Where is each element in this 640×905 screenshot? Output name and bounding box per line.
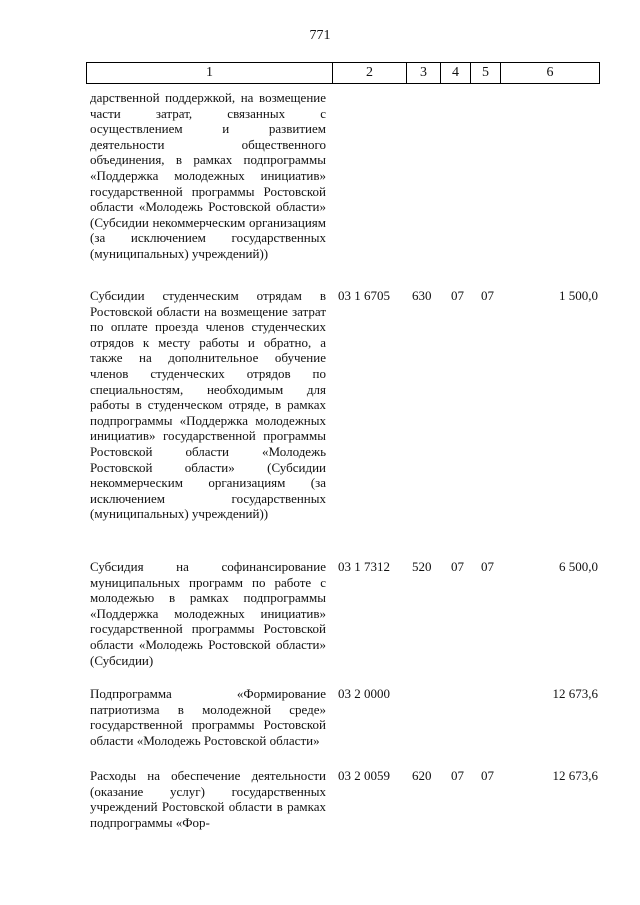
header-col-3: 3	[407, 63, 441, 83]
row-expense-type: 520	[412, 559, 432, 574]
row-section: 07	[451, 768, 464, 783]
row-description: дарственной поддержкой, на возмещение части затрат, связанных с осуществлением и развитием деятельности общественного объединения, в рамках подпрограммы «Поддержка молодежных инициатив» государственной программы Ростовской области «Молодежь Ростовской области» (Субсидии некоммерческим организациям (за исключением государственных (муниципальных) учреждений))	[90, 90, 326, 261]
row-description: Субсидии студенческим отрядам в Ростовской области на возмещение затрат по оплате проезда членов студенческих отрядов к месту работы и обратно, а также на дополнительное обучение членов студенческих отрядов по специальностям, необходимым для работы в студенческом отряде, в рамках подпрограммы «Поддержка молодежных инициатив» государственной программы Ростовской области «Молодежь Ростовской области» (Субсидии некоммерческим организациям (за исключением государственных (муниципальных) учреждений))	[90, 288, 326, 522]
row-amount: 12 673,6	[552, 768, 598, 783]
row-subsection: 07	[481, 559, 494, 574]
row-subsection: 07	[481, 768, 494, 783]
row-section: 07	[451, 288, 464, 303]
row-subsection: 07	[481, 288, 494, 303]
row-description: Подпрограмма «Формирование патриотизма в молодежной среде» государственной программы Ростовской области «Молодежь Ростовской области»	[90, 686, 326, 748]
header-col-2: 2	[333, 63, 407, 83]
header-col-6: 6	[546, 65, 554, 80]
row-expense-type: 620	[412, 768, 432, 783]
header-col-5: 5	[471, 63, 501, 83]
row-description: Субсидия на софинансирование муниципальных программ по работе с молодежью в рамках подпрограммы «Поддержка молодежных инициатив» государственной программы Ростовской области «Молодежь Ростовской области» (Субсидии)	[90, 559, 326, 668]
page-number: 771	[309, 28, 331, 43]
table-header	[86, 62, 600, 84]
row-amount: 6 500,0	[559, 559, 598, 574]
row-code: 03 1 6705	[338, 288, 390, 303]
header-col-1: 1	[87, 63, 333, 83]
header-col-4: 4	[441, 63, 471, 83]
row-amount: 12 673,6	[552, 686, 598, 701]
row-amount: 1 500,0	[559, 288, 598, 303]
row-description: Расходы на обеспечение деятельности (оказание услуг) государственных учреждений Ростовской области в рамках подпрограммы «Фор-	[90, 768, 326, 830]
row-code: 03 2 0059	[338, 768, 390, 783]
row-expense-type: 630	[412, 288, 432, 303]
row-code: 03 1 7312	[338, 559, 390, 574]
row-section: 07	[451, 559, 464, 574]
row-code: 03 2 0000	[338, 686, 390, 701]
